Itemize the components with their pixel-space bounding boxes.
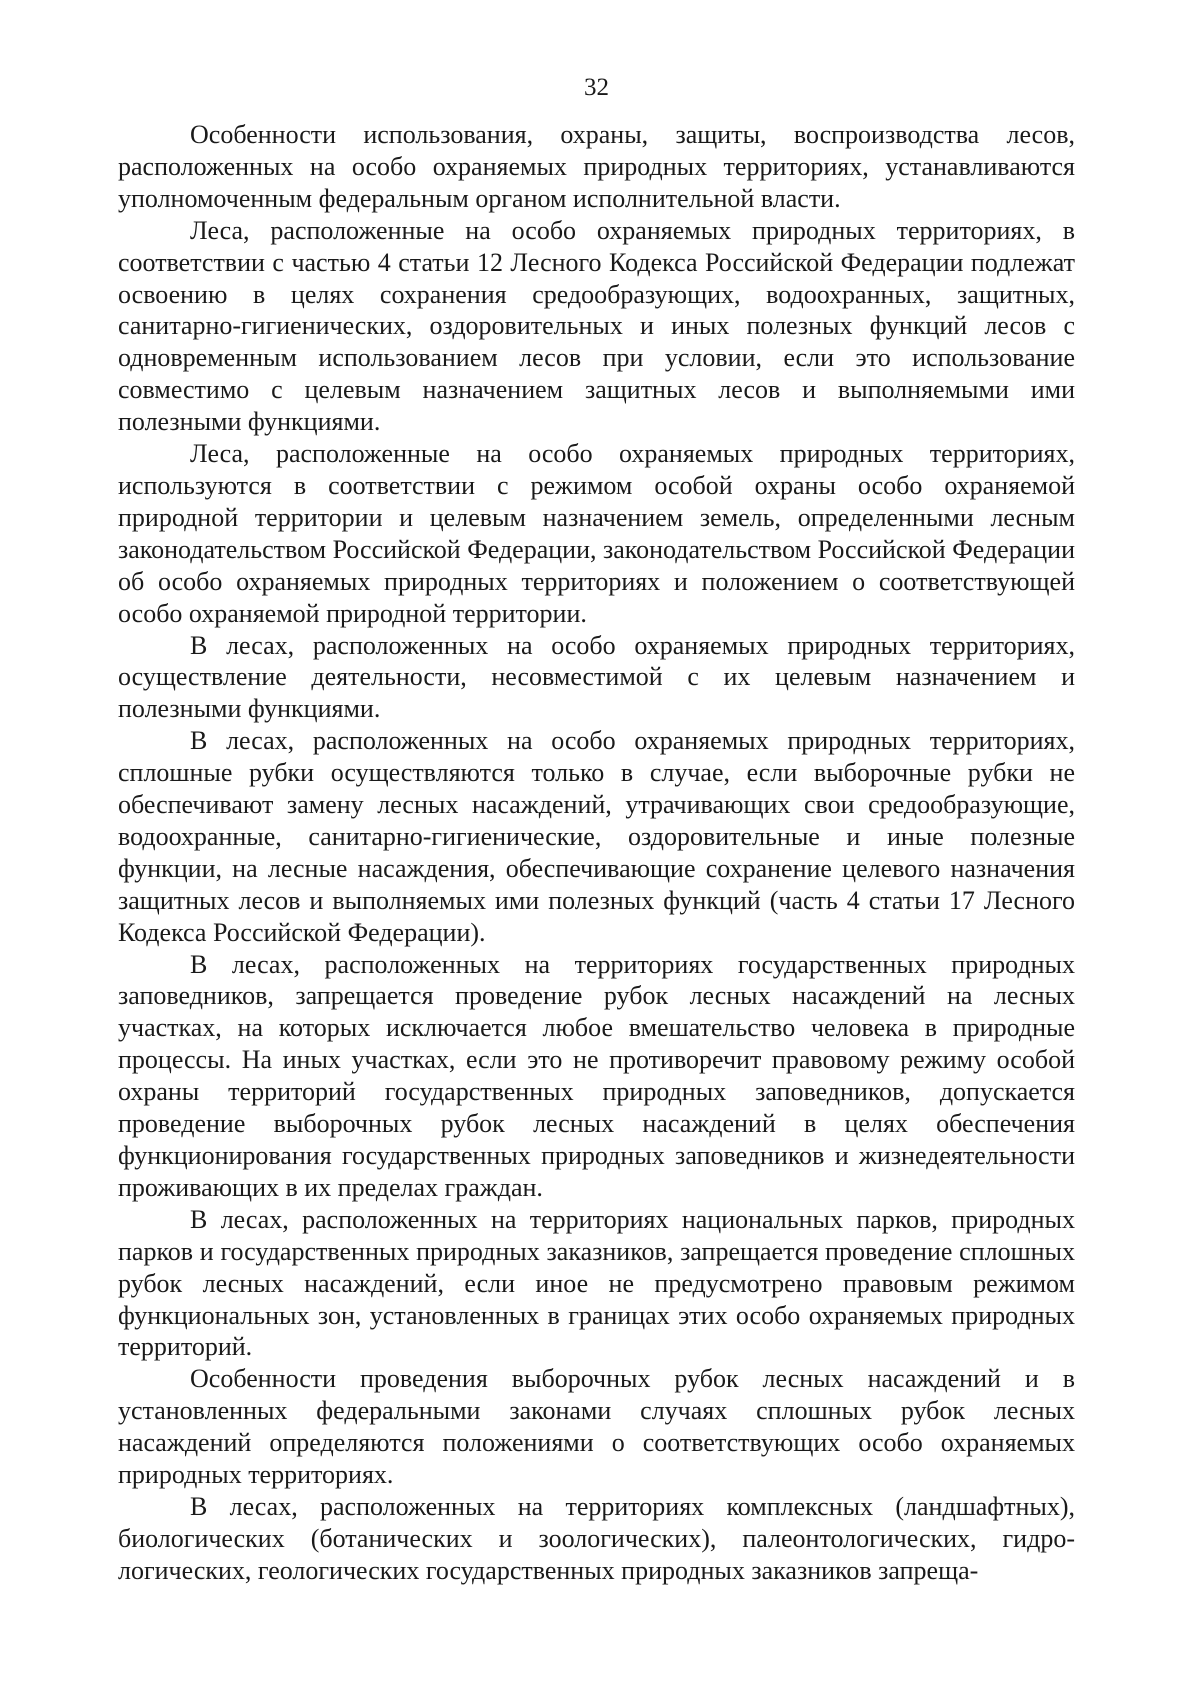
paragraph-8: Особенности проведения выборочных рубок лесных насаждений и в установленных федеральными законами случаях сплошных рубок лесных насаждений определяются положениями о соответствующих особо охраняемых природных территориях. [118,1364,1075,1490]
paragraph-5: В лесах, расположенных на особо охраняемых природных территориях, сплошные рубки осуществляются только в случае, если выборочные рубки не обеспечивают замену лесных насаждений, утрачивающих свои средообразующие, водоохранные, санитарно-гигиенические, оздоровительные и иные полезные функции, на лесные насаждения, обеспечивающие сохранение целевого назначения защитных лесов и выполняемых ими полезных функций (часть 4 статьи 17 Лесного Кодекса Российской Федерации). [118,726,1075,947]
paragraph-3: Леса, расположенные на особо охраняемых природных территориях, используются в соответствии с режимом особой охраны особо охраняемой природной территории и целевым назначением земель, определенными лесным законодательством Российской Федерации, законодательством Российской Федерации об особо охраняемых природных территориях и положением о соответствующей особо охраняемой природной территории. [118,439,1075,628]
paragraph-7: В лесах, расположенных на территориях национальных парков, природных парков и государственных природных заказников, запрещается проведение сплошных рубок лесных насаждений, если иное не предусмотрено правовым режимом функциональных зон, установленных в границах этих особо охраняемых природных территорий. [118,1204,1075,1362]
page-number: 32 [584,74,609,101]
paragraph-2: Леса, расположенные на особо охраняемых природных территориях, в соответствии с частью 4 статьи 12 Лесного Кодекса Российской Федерации подлежат освоению в целях сохранения средообразующих, водоохранных, защитных, санитарно-гигиенических, оздоровительных и иных полезных функций лесов с одновременным использованием лесов при условии, если это использование совместимо с целевым назначением защитных лесов и выполняемыми ими полезными функциями. [118,215,1075,437]
paragraph-9: В лесах, расположенных на территориях комплексных (ландшафтных), биологических (ботанических и зоологических), палеонтологических, гидрологических, геологических государственных природных заказников запреща- [118,1491,1075,1585]
paragraph-1: Особенности использования, охраны, защиты, воспроизводства лесов, расположенных на особо охраняемых природных территориях, устанавливаются уполномоченным федеральным органом исполнительной власти. [118,120,1075,213]
paragraph-4: В лесах, расположенных на особо охраняемых природных территориях, осуществление деятельности, несовместимой с их целевым назначением и полезными функциями. [118,630,1075,724]
paragraph-6: В лесах, расположенных на территориях государственных природных заповедников, запрещается проведение рубок лесных насаждений на лесных участках, на которых исключается любое вмешательство человека в природные процессы. На иных участках, если это не противоречит правовому режиму особой охраны территорий государственных природных заповедников, допускается проведение выборочных рубок лесных насаждений в целях обеспечения функционирования государственных природных заповедников и жизнедеятельности проживающих в их пределах граждан. [118,949,1075,1202]
